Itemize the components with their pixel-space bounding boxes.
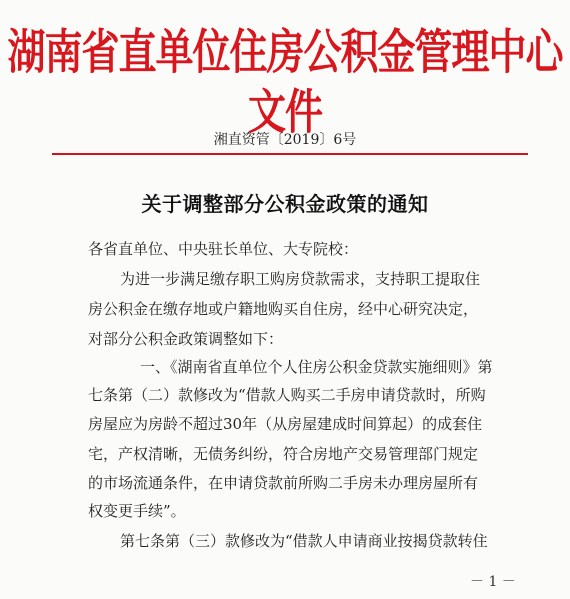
document-number: 湘直资管〔2019〕6号 bbox=[213, 132, 357, 148]
paragraph-line: 七条第（二）款修改为“借款人购买二手房申请贷款时，所购 bbox=[88, 386, 486, 404]
paragraph-line: 为进一步满足缴存职工购房贷款需求，支持职工提取住 bbox=[120, 270, 481, 288]
document-issuer-header: 湖南省直单位住房公积金管理中心文件 bbox=[7, 24, 563, 140]
paragraph-line: 房公积金在缴存地或户籍地购买自住房，经中心研究决定， bbox=[88, 300, 479, 318]
paragraph-line: 宅，产权清晰，无债务纠纷，符合房地产交易管理部门规定 bbox=[88, 445, 479, 463]
red-divider-line bbox=[52, 153, 528, 155]
paragraph-line: 第七条第（三）款修改为“借款人申请商业按揭贷款转住 bbox=[120, 532, 488, 550]
document-title: 关于调整部分公积金政策的通知 bbox=[141, 192, 429, 216]
paragraph-line: 对部分公积金政策调整如下： bbox=[88, 330, 284, 348]
page-number: － 1 － bbox=[470, 574, 516, 590]
paragraph-line: 房屋应为房龄不超过30年（从房屋建成时间算起）的成套住 bbox=[88, 415, 483, 433]
paragraph-line: 一、《湖南省直单位个人住房公积金贷款实施细则》第 bbox=[140, 358, 493, 376]
paragraph-line: 权变更手续”。 bbox=[88, 502, 186, 520]
paragraph-line: 的市场流通条件，在申请贷款前所购二手房未办理房屋所有 bbox=[88, 474, 479, 492]
addressee-line: 各省直单位、中央驻长单位、大专院校： bbox=[88, 240, 359, 258]
